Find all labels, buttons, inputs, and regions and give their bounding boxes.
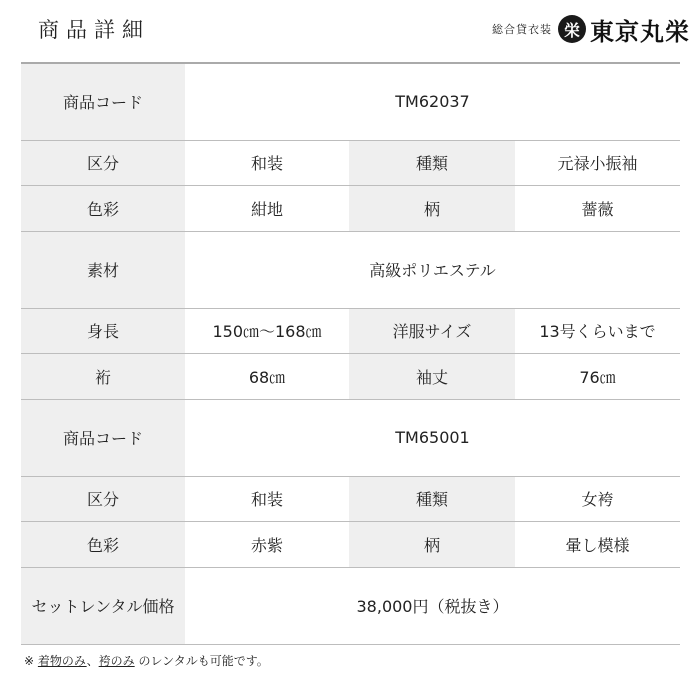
size-value: 13号くらいまで: [515, 308, 680, 353]
brand-name: 東京丸栄: [590, 17, 690, 46]
color-value: 紺地: [185, 185, 349, 231]
table-row: [21, 521, 680, 567]
type-value: 女袴: [515, 476, 680, 521]
pattern-label: 柄: [349, 521, 515, 567]
code-label: 商品コード: [21, 399, 185, 476]
sleeve-value: 76㎝: [515, 353, 680, 399]
color-label: 色彩: [21, 521, 185, 567]
table-row: [21, 231, 680, 308]
color-value: 赤紫: [185, 521, 349, 567]
type-label: 種類: [349, 140, 515, 185]
note-tail: のレンタルも可能です。: [138, 654, 269, 668]
category-label: 区分: [21, 476, 185, 521]
table-row: [21, 476, 680, 521]
note-separator: 、: [86, 654, 99, 668]
category-value: 和装: [185, 476, 349, 521]
material-label: 素材: [21, 231, 185, 308]
brand-logo-area[interactable]: [492, 12, 690, 46]
table-row: [21, 63, 680, 140]
table-row: [21, 567, 680, 644]
sleeve-label: 袖丈: [349, 353, 515, 399]
table-row: [21, 353, 680, 399]
type-value: 元禄小振袖: [515, 140, 680, 185]
brand-subtitle: 総合貸衣装: [492, 23, 552, 36]
code-value: TM62037: [185, 63, 680, 140]
pattern-label: 柄: [349, 185, 515, 231]
page-header: [0, 0, 700, 62]
hakama-only-link[interactable]: 袴のみ: [98, 654, 135, 668]
category-value: 和装: [185, 140, 349, 185]
material-value: 高級ポリエステル: [185, 231, 680, 308]
yuki-value: 68㎝: [185, 353, 349, 399]
table-row: [21, 308, 680, 353]
category-label: 区分: [21, 140, 185, 185]
height-value: 150㎝～168㎝: [185, 308, 349, 353]
table-row: [21, 140, 680, 185]
color-label: 色彩: [21, 185, 185, 231]
code-label: 商品コード: [21, 63, 185, 140]
price-label: セットレンタル価格: [21, 567, 185, 644]
yuki-label: 裄: [21, 353, 185, 399]
type-label: 種類: [349, 476, 515, 521]
rental-note: [24, 652, 269, 669]
product-spec-table: [21, 62, 680, 645]
height-label: 身長: [21, 308, 185, 353]
brand-crest-icon: 栄: [558, 15, 586, 43]
price-value: 38,000円（税抜き）: [185, 567, 680, 644]
kimono-only-link[interactable]: 着物のみ: [37, 654, 87, 668]
size-label: 洋服サイズ: [349, 308, 515, 353]
code-value: TM65001: [185, 399, 680, 476]
table-row: [21, 185, 680, 231]
table-row: [21, 399, 680, 476]
pattern-value: 薔薇: [515, 185, 680, 231]
pattern-value: 暈し模様: [515, 521, 680, 567]
page-title: 商品詳細: [38, 18, 150, 42]
note-mark: ※: [24, 654, 35, 668]
